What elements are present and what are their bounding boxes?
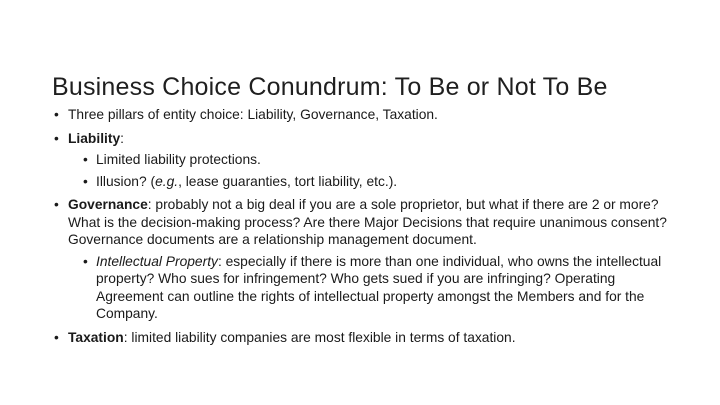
bullet-taxation — [52, 329, 670, 347]
bullet-text: Intellectual Property — [96, 253, 218, 269]
slide-body — [52, 106, 670, 346]
bullet-text: e.g. — [155, 173, 179, 189]
bullet-text: : especially if there is more than one individual, who owns the intellectual property? Who sues for infringement? Who gets sued if you are infringing? Operating Agreement can outline the rights of intellectual property amongst the Members and for the Company. — [96, 253, 662, 321]
bullet-intellectual-property — [83, 253, 670, 323]
bullet-text: Taxation — [68, 329, 124, 345]
bullet-text: Limited liability protections. — [96, 152, 261, 167]
bullet-text: Liability — [68, 130, 121, 146]
bullet-text: , lease guaranties, tort liability, etc.). — [178, 173, 398, 189]
bullet-text: : limited liability companies are most flexible in terms of taxation. — [123, 329, 516, 345]
slide-title: Business Choice Conundrum: To Be or Not To Be — [52, 72, 608, 101]
bullet-three-pillars — [52, 106, 670, 124]
bullet-text: Three pillars of entity choice: Liability, Governance, Taxation. — [68, 107, 438, 122]
bullet-governance — [52, 196, 670, 249]
bullet-illusion — [83, 173, 670, 191]
bullet-text: : — [120, 130, 124, 146]
bullet-text: : probably not a big deal if you are a sole proprietor, but what if there are 2 or more? What is the decision-making process? Are there Major Decisions that require unanimous consent? Governance documents are a relationship management document. — [68, 197, 667, 247]
bullet-limited-liability — [83, 151, 670, 169]
bullet-text: Illusion? ( — [96, 173, 156, 189]
bullet-text: Governance — [68, 197, 148, 212]
bullet-liability — [52, 130, 670, 148]
bullet-list — [52, 106, 670, 346]
